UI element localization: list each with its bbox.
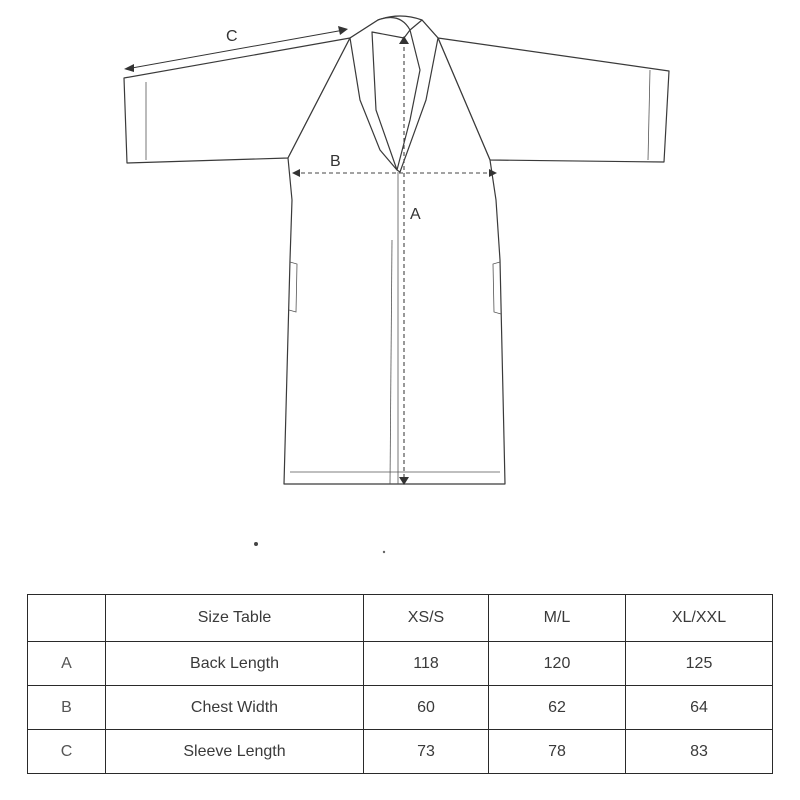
row-value: 64 (626, 686, 773, 730)
header-cell-blank (28, 595, 106, 642)
row-value: 73 (364, 730, 489, 774)
row-key: A (28, 642, 106, 686)
row-measure: Back Length (106, 642, 364, 686)
row-key: B (28, 686, 106, 730)
table-row (28, 642, 773, 686)
table-row (28, 730, 773, 774)
scan-specks (0, 520, 800, 580)
dimension-c-label: C (226, 28, 238, 45)
row-measure: Chest Width (106, 686, 364, 730)
row-value: 118 (364, 642, 489, 686)
row-measure: Sleeve Length (106, 730, 364, 774)
row-value: 120 (489, 642, 626, 686)
header-cell-size-xs-s: XS/S (364, 595, 489, 642)
row-value: 60 (364, 686, 489, 730)
row-value: 78 (489, 730, 626, 774)
size-table (27, 594, 773, 774)
size-table-header-row (28, 595, 773, 642)
header-cell-size-m-l: M/L (489, 595, 626, 642)
row-value: 83 (626, 730, 773, 774)
table-row (28, 686, 773, 730)
header-cell-size-xl-xxl: XL/XXL (626, 595, 773, 642)
dimension-b-label: B (330, 153, 341, 170)
row-value: 62 (489, 686, 626, 730)
dimension-a-label: A (410, 206, 421, 223)
row-value: 125 (626, 642, 773, 686)
row-key: C (28, 730, 106, 774)
header-cell-title: Size Table (106, 595, 364, 642)
